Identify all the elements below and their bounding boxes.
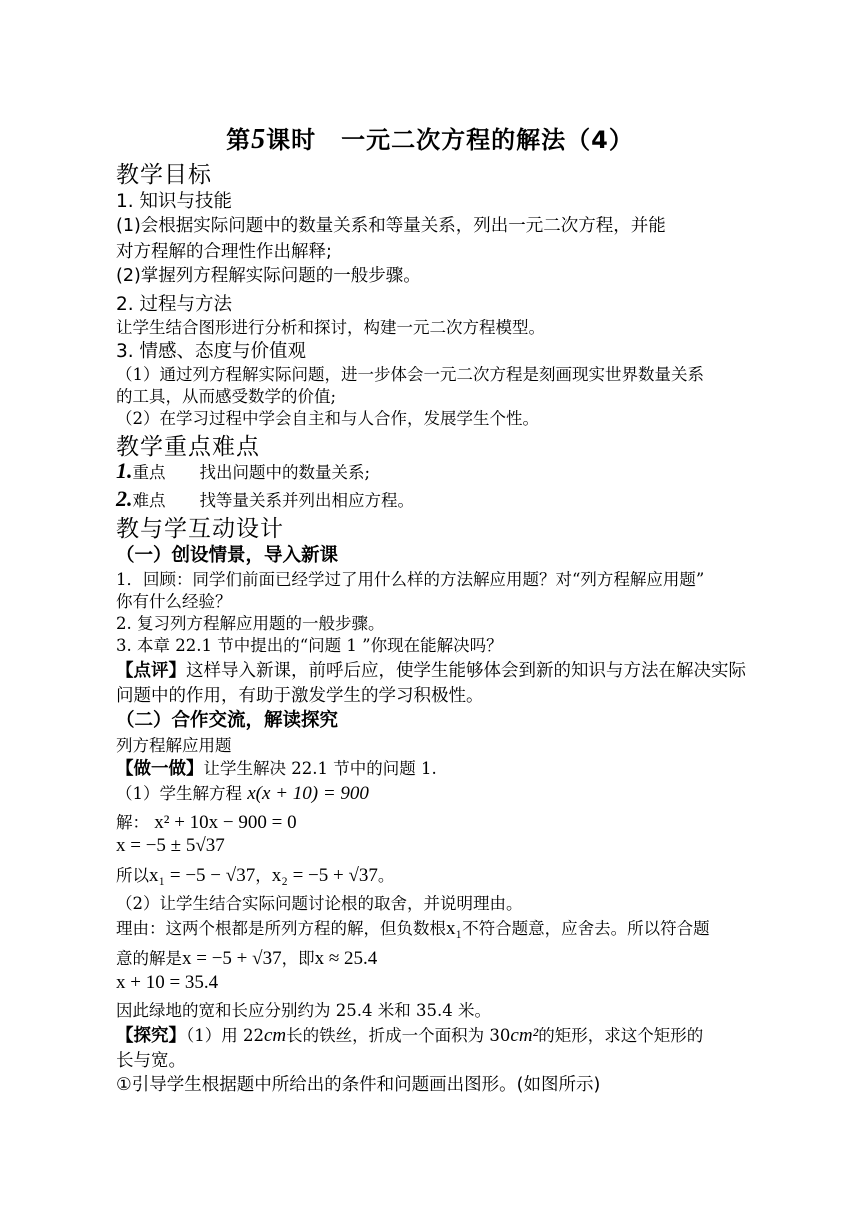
comment-line2: 问题中的作用，有助于激发学生的学习积极性。 xyxy=(116,686,484,706)
part1-heading: （一）创设情景，导入新课 xyxy=(116,545,339,566)
solution-equation-2: x = −5 ± 5√37 xyxy=(116,835,225,856)
part1-line4: 3. 本章 22.1 节中提出的“问题 1 ”你现在能解决吗？ xyxy=(116,636,503,655)
reason-text-b: 不符合题意，应舍去。所以符合题 xyxy=(462,919,710,938)
solution-equation-1: x² + 10x − 900 = 0 xyxy=(154,812,297,833)
reason-approx: x ≈ 25.4 xyxy=(314,948,378,969)
reason-text-a: 理由：这两个根都是所列方程的解，但负数根 xyxy=(116,919,446,938)
reason-line2 xyxy=(116,945,756,970)
goals-s3-line1: （1）通过列方程解实际问题，进一步体会一元二次方程是刻画现实世界数量关系 xyxy=(116,365,704,384)
keypoint-1-label: 重点 xyxy=(132,463,166,482)
reason-solution: x = −5 + √37 xyxy=(182,948,282,969)
comment-line1 xyxy=(116,657,756,682)
title-prefix: 第 xyxy=(226,126,252,154)
keypoint-2-label: 难点 xyxy=(132,491,166,510)
step1-equation: x(x + 10) = 900 xyxy=(247,783,369,804)
explore-text-a: （1）用 22 xyxy=(186,1026,264,1045)
title-number: 5 xyxy=(251,124,267,155)
goals-s1-line2: 对方程解的合理性作出解释; xyxy=(116,242,332,262)
step1-text: （1）学生解方程 xyxy=(116,784,242,803)
part1-line2: 你有什么经验？ xyxy=(116,592,232,611)
design-heading: 教与学互动设计 xyxy=(116,516,284,542)
step2-line: （2）让学生结合实际问题讨论根的取舍，并说明理由。 xyxy=(116,894,523,913)
keypoint-1 xyxy=(116,458,756,484)
title-suffix: 课时 一元二次方程的解法（4） xyxy=(266,126,634,154)
goals-s2-line1: 让学生结合图形进行分析和探讨，构建一元二次方程模型。 xyxy=(116,318,545,337)
conclusion-line: 因此绿地的宽和长应分别约为 25.4 米和 35.4 米。 xyxy=(116,1001,491,1020)
goals-s2-heading: 2. 过程与方法 xyxy=(116,294,233,315)
keypoint-2-number: 2. xyxy=(116,486,133,511)
page-title xyxy=(0,120,860,156)
do-label: 【做一做】 xyxy=(116,759,204,779)
explore-unit-1: cm xyxy=(264,1025,287,1046)
root-2: x₂ = −5 + √37 xyxy=(271,865,378,886)
explore-line3: ①引导学生根据题中所给出的条件和问题画出图形。(如图所示) xyxy=(116,1075,601,1095)
keypoint-1-text: 找出问题中的数量关系; xyxy=(199,463,371,482)
comment-text: 这样导入新课，前呼后应，使学生能够体会到新的知识与方法在解决实际 xyxy=(186,661,746,681)
part2-heading: （二）合作交流，解读探究 xyxy=(116,710,339,731)
explore-line2: 长与宽。 xyxy=(116,1051,186,1071)
root-1: x₁ = −5 − √37 xyxy=(149,865,256,886)
roots-prefix: 所以 xyxy=(116,866,149,885)
goals-s3-line2: 的工具，从而感受数学的价值; xyxy=(116,387,337,406)
keypoints-heading: 教学重点难点 xyxy=(116,434,260,460)
reason-text-d: ，即 xyxy=(281,949,315,968)
do-text: 让学生解决 22.1 节中的问题 1. xyxy=(203,759,437,778)
explore-unit-2: cm² xyxy=(510,1025,539,1046)
roots-line xyxy=(116,862,756,887)
reason-x1: x₁ xyxy=(446,918,463,939)
step1-line xyxy=(116,780,756,805)
goals-s3-heading: 3. 情感、态度与价值观 xyxy=(116,341,307,362)
calc-line: x + 10 = 35.4 xyxy=(116,972,219,993)
part1-line1: 1．回顾：同学们前面已经学过了用什么样的方法解应用题？对“列方程解应用题” xyxy=(116,570,705,589)
roots-end: 。 xyxy=(377,866,395,885)
part1-line3: 2. 复习列方程解应用题的一般步骤。 xyxy=(116,614,385,633)
reason-line1 xyxy=(116,915,756,940)
part2-line1: 列方程解应用题 xyxy=(116,736,232,755)
keypoint-1-number: 1. xyxy=(116,458,133,483)
solution-label: 解： xyxy=(116,813,149,832)
reason-text-c: 意的解是 xyxy=(116,949,182,968)
goals-s3-line3: （2）在学习过程中学会自主和与人合作，发展学生个性。 xyxy=(116,409,539,428)
goals-s1-heading: 1. 知识与技能 xyxy=(116,191,233,212)
explore-line1 xyxy=(116,1022,756,1047)
keypoint-2-text: 找等量关系并列出相应方程。 xyxy=(199,491,414,510)
do-line xyxy=(116,755,756,780)
explore-text-c: 的矩形，求这个矩形的 xyxy=(538,1026,704,1045)
goals-s1-line3: (2)掌握列方程解实际问题的一般步骤。 xyxy=(116,266,421,286)
comment-label: 【点评】 xyxy=(116,661,186,681)
goals-heading: 教学目标 xyxy=(116,162,212,188)
keypoint-2 xyxy=(116,486,756,512)
solution-line xyxy=(116,809,756,834)
goals-s1-line1: (1)会根据实际问题中的数量关系和等量关系，列出一元二次方程，并能 xyxy=(116,216,666,236)
explore-text-b: 长的铁丝，折成一个面积为 30 xyxy=(286,1026,511,1045)
roots-separator: ， xyxy=(255,866,272,885)
explore-label: 【探究】 xyxy=(116,1026,186,1046)
